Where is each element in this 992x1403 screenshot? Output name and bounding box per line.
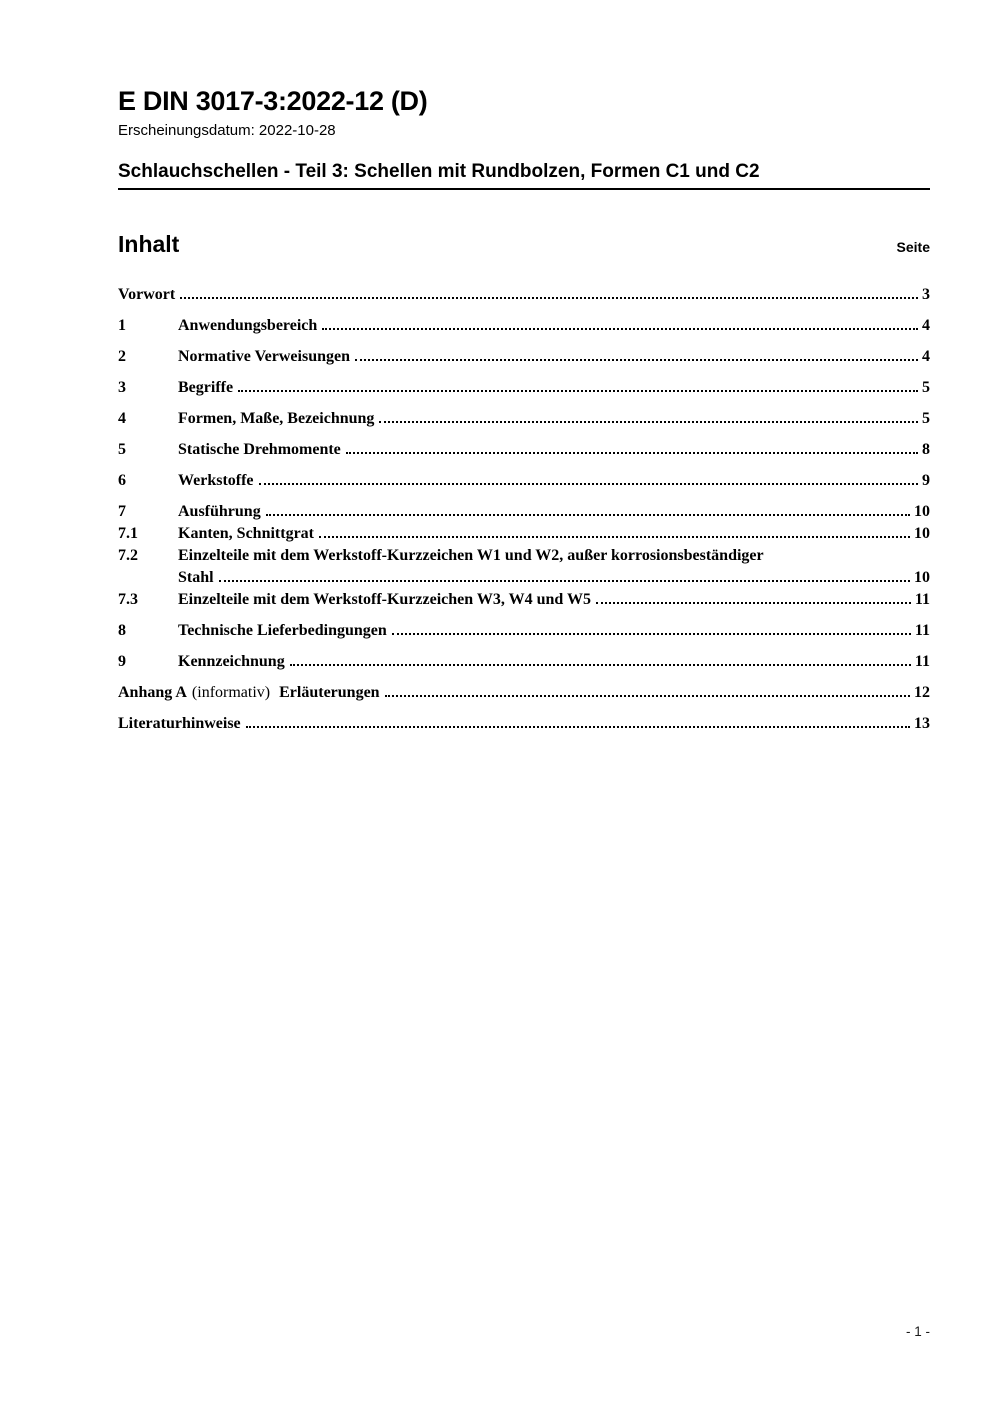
toc-anhang-informativ: (informativ) bbox=[191, 684, 271, 701]
page-number-footer: - 1 - bbox=[905, 1324, 930, 1339]
toc-entry-page: 5 bbox=[922, 379, 930, 396]
toc-entry-title-continuation: Stahl bbox=[178, 569, 214, 586]
toc-entry-page: 4 bbox=[922, 317, 930, 334]
toc-entry-2[interactable] bbox=[118, 348, 930, 365]
toc-anhang-title: Erläuterungen bbox=[279, 684, 380, 701]
toc-entry-8[interactable] bbox=[118, 622, 930, 639]
toc-entry-page: 11 bbox=[914, 622, 930, 639]
toc-entry-page: 12 bbox=[914, 684, 930, 701]
toc-entry-number: 6 bbox=[118, 472, 126, 489]
toc-leader-dots bbox=[259, 483, 918, 485]
toc-entry-7-3[interactable] bbox=[118, 591, 930, 608]
document-number: E DIN 3017-3:2022-12 (D) bbox=[118, 86, 428, 116]
toc-entry-number: 9 bbox=[118, 653, 126, 670]
toc-entry-page: 10 bbox=[914, 503, 930, 520]
page-content bbox=[118, 0, 930, 732]
toc-entry-title: Anwendungsbereich bbox=[178, 317, 318, 334]
toc-entry-page: 10 bbox=[914, 569, 930, 586]
toc-leader-dots bbox=[238, 390, 918, 392]
toc-leader-dots bbox=[246, 726, 910, 728]
toc-entry-3[interactable] bbox=[118, 379, 930, 396]
toc-entry-title: Kanten, Schnittgrat bbox=[178, 525, 314, 542]
toc-entry-number: 5 bbox=[118, 441, 126, 458]
toc-entry-title: Normative Verweisungen bbox=[178, 348, 350, 365]
toc-entry-title: Werkstoffe bbox=[178, 472, 254, 489]
toc-entry-number: 8 bbox=[118, 622, 126, 639]
toc-entry-number: 2 bbox=[118, 348, 126, 365]
toc-entry-page: 13 bbox=[914, 715, 930, 732]
toc-entry-6[interactable] bbox=[118, 472, 930, 489]
toc-entry-title: Literaturhinweise bbox=[118, 715, 241, 732]
page-column-label: Seite bbox=[896, 239, 930, 255]
toc-leader-dots bbox=[385, 695, 910, 697]
toc-leader-dots bbox=[266, 514, 910, 516]
toc-entry-title: Kennzeichnung bbox=[178, 653, 285, 670]
toc-anhang-label: Anhang A bbox=[118, 684, 187, 701]
toc-heading: Inhalt bbox=[118, 231, 180, 257]
toc-entry-page: 10 bbox=[914, 525, 930, 542]
toc-leader-dots bbox=[180, 297, 918, 299]
toc-entry-page: 9 bbox=[922, 472, 930, 489]
toc-entry-number: 4 bbox=[118, 410, 126, 427]
toc-entry-4[interactable] bbox=[118, 410, 930, 427]
toc-entry-7-2-line2[interactable] bbox=[118, 569, 930, 586]
toc-entry-vorwort[interactable] bbox=[118, 286, 930, 303]
toc-entry-number: 3 bbox=[118, 379, 126, 396]
toc-entry-title: Ausführung bbox=[178, 503, 261, 520]
toc-entry-literaturhinweise[interactable] bbox=[118, 715, 930, 732]
toc-entry-title: Technische Lieferbedingungen bbox=[178, 622, 387, 639]
toc-entry-title: Vorwort bbox=[118, 286, 176, 303]
toc-leader-dots bbox=[355, 359, 918, 361]
toc-leader-dots bbox=[346, 452, 918, 454]
toc-entry-number: 1 bbox=[118, 317, 126, 334]
toc-entry-page: 5 bbox=[922, 410, 930, 427]
toc-entry-title bbox=[118, 684, 380, 701]
toc-leader-dots bbox=[322, 328, 918, 330]
toc-entry-page: 3 bbox=[922, 286, 930, 303]
toc-entry-1[interactable] bbox=[118, 317, 930, 334]
toc-entry-7-2-line1[interactable] bbox=[118, 547, 930, 564]
toc-entry-page: 4 bbox=[922, 348, 930, 365]
toc-entry-number: 7.3 bbox=[118, 591, 138, 608]
table-of-contents bbox=[118, 286, 930, 732]
toc-leader-dots bbox=[379, 421, 918, 423]
toc-entry-title: Statische Drehmomente bbox=[178, 441, 341, 458]
toc-entry-page: 8 bbox=[922, 441, 930, 458]
toc-entry-title: Begriffe bbox=[178, 379, 234, 396]
toc-leader-dots bbox=[290, 664, 911, 666]
toc-entry-5[interactable] bbox=[118, 441, 930, 458]
toc-entry-9[interactable] bbox=[118, 653, 930, 670]
toc-entry-page: 11 bbox=[914, 591, 930, 608]
toc-leader-dots bbox=[392, 633, 911, 635]
toc-entry-number: 7.1 bbox=[118, 525, 138, 542]
toc-entry-title: Einzelteile mit dem Werkstoff-Kurzzeichen W1 und W2, außer korrosionsbeständiger bbox=[178, 547, 764, 564]
toc-entry-page: 11 bbox=[914, 653, 930, 670]
toc-leader-dots bbox=[319, 536, 910, 538]
document-title: Schlauchschellen - Teil 3: Schellen mit Rundbolzen, Formen C1 und C2 bbox=[118, 161, 930, 190]
toc-entry-title: Einzelteile mit dem Werkstoff-Kurzzeichen W3, W4 und W5 bbox=[178, 591, 592, 608]
toc-entry-number: 7.2 bbox=[118, 547, 138, 564]
toc-entry-number: 7 bbox=[118, 503, 126, 520]
toc-entry-anhang-a[interactable] bbox=[118, 684, 930, 701]
toc-leader-dots bbox=[219, 580, 910, 582]
toc-entry-title: Formen, Maße, Bezeichnung bbox=[178, 410, 375, 427]
toc-entry-7[interactable] bbox=[118, 503, 930, 520]
toc-entry-7-1[interactable] bbox=[118, 525, 930, 542]
toc-header bbox=[118, 230, 930, 258]
toc-leader-dots bbox=[596, 602, 911, 604]
publication-date: Erscheinungsdatum: 2022-10-28 bbox=[118, 122, 336, 139]
